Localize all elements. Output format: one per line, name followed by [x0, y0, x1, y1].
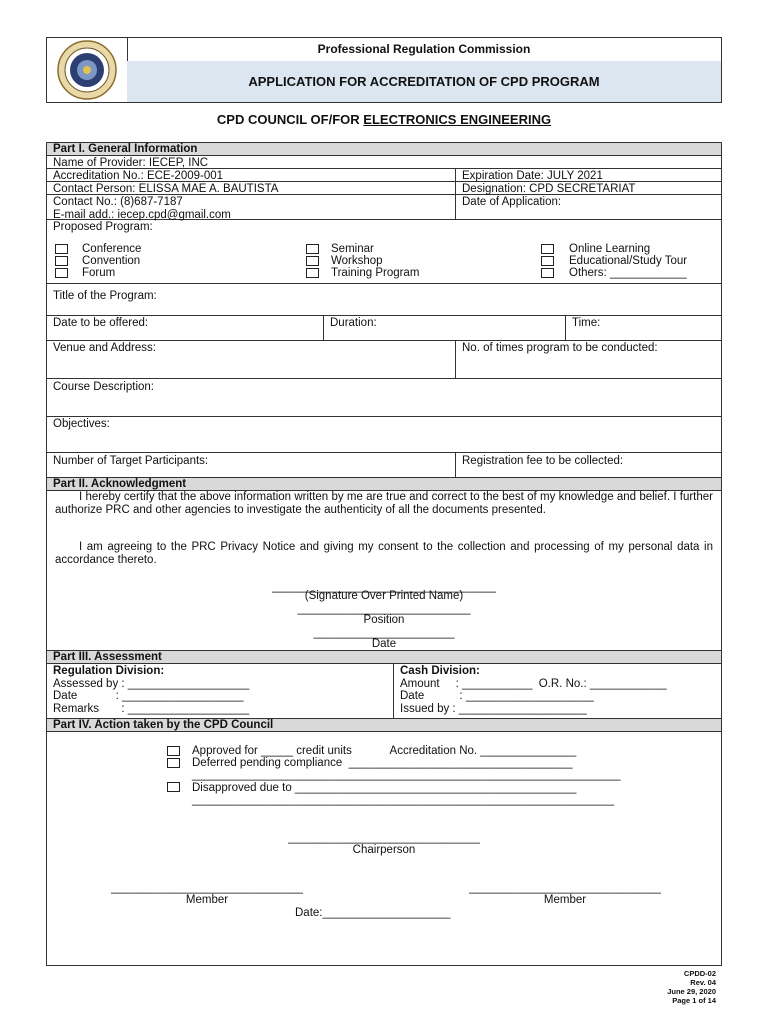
- certification-paragraph: I hereby certify that the above information written by me are true and correct to the best of my knowledge and belief. I further authorize PRC and other agencies to investigate the authenticity of all the documents presented.: [55, 491, 713, 516]
- form-code: CPDD-02: [683, 969, 716, 978]
- council-action-block: [47, 732, 721, 965]
- option-study-tour: Educational/Study Tour: [569, 255, 688, 267]
- option-workshop: Workshop: [331, 255, 383, 267]
- form-date: June 29, 2020: [667, 987, 716, 996]
- disapproved-line: __________________________________________________________________: [192, 794, 615, 806]
- org-name: Professional Regulation Commission: [127, 38, 721, 62]
- part4-heading: Part IV. Action taken by the CPD Council: [47, 719, 721, 732]
- checkbox-others[interactable]: [541, 268, 554, 278]
- times-conducted-field[interactable]: No. of times program to be conducted:: [455, 341, 721, 378]
- member-line-left: ______________________________: [111, 882, 303, 894]
- amount-field[interactable]: Amount : ___________ O.R. No.: ____________: [400, 677, 667, 690]
- application-form: [46, 142, 722, 966]
- registration-fee-field[interactable]: Registration fee to be collected:: [455, 453, 721, 477]
- accreditation-field[interactable]: Accreditation No.: ECE-2009-001: [53, 170, 224, 182]
- position-line: ___________________________: [297, 603, 471, 615]
- date-line: ______________________: [313, 627, 455, 639]
- provider-field[interactable]: Name of Provider: IECEP, INC: [53, 157, 209, 169]
- remarks-field[interactable]: Remarks : ___________________: [53, 702, 250, 715]
- proposed-program-row: [47, 220, 721, 284]
- course-description-field[interactable]: Course Description:: [53, 381, 154, 393]
- venue-row: [47, 341, 721, 379]
- contact-cell: [47, 195, 455, 219]
- checkbox-seminar[interactable]: [306, 244, 319, 254]
- regulation-title: Regulation Division:: [53, 665, 165, 677]
- signature-line: ___________________________________: [272, 581, 496, 593]
- schedule-row: [47, 316, 721, 341]
- checkbox-forum[interactable]: [55, 268, 68, 278]
- council-heading: [46, 112, 722, 127]
- date-offered-field[interactable]: Date to be offered:: [53, 317, 149, 329]
- signature-label: (Signature Over Printed Name): [304, 590, 464, 602]
- course-row: [47, 379, 721, 417]
- prc-seal-icon: [47, 38, 127, 102]
- logo-cell: [47, 38, 128, 102]
- option-training-program: Training Program: [331, 267, 420, 279]
- option-forum: Forum: [82, 267, 116, 279]
- accreditation-row: [47, 169, 721, 182]
- date-application-field[interactable]: Date of Application:: [455, 195, 721, 219]
- duration-field[interactable]: Duration:: [323, 316, 565, 340]
- council-name: ELECTRONICS ENGINEERING: [363, 112, 552, 127]
- cash-division: [393, 664, 721, 718]
- title-row: [47, 284, 721, 316]
- contact-no-field[interactable]: Contact No.: (8)687-7187: [53, 196, 183, 208]
- checkbox-deferred[interactable]: [167, 758, 180, 768]
- deferred-text: Deferred pending compliance ___________________________________: [192, 757, 573, 769]
- document-header: [46, 37, 722, 103]
- chairperson-line: ______________________________: [288, 832, 480, 844]
- title-program-field[interactable]: Title of the Program:: [53, 290, 157, 302]
- reg-date-field[interactable]: Date : ___________________: [53, 690, 244, 702]
- council-date-field[interactable]: Date:____________________: [295, 907, 451, 919]
- checkbox-workshop[interactable]: [306, 256, 319, 266]
- assessed-by-field[interactable]: Assessed by : ___________________: [53, 677, 250, 690]
- checkbox-training-program[interactable]: [306, 268, 319, 278]
- assessment-row: [47, 664, 721, 719]
- page-number: Page 1 of 14: [672, 996, 716, 1005]
- regulation-division: [47, 664, 393, 718]
- participants-row: [47, 453, 721, 478]
- designation-field[interactable]: Designation: CPD SECRETARIAT: [455, 182, 721, 194]
- position-label: Position: [363, 614, 405, 626]
- expiration-field[interactable]: Expiration Date: JULY 2021: [455, 169, 721, 181]
- option-online-learning: Online Learning: [569, 243, 651, 255]
- issued-by-field[interactable]: Issued by : ____________________: [400, 702, 587, 715]
- form-title: APPLICATION FOR ACCREDITATION OF CPD PROGRAM: [127, 61, 721, 102]
- acknowledgment-block: [47, 491, 721, 651]
- part2-heading: Part II. Acknowledgment: [47, 478, 721, 491]
- disapproved-text: Disapproved due to ____________________________________________: [192, 782, 577, 794]
- form-revision: Rev. 04: [690, 978, 716, 987]
- checkbox-convention[interactable]: [55, 256, 68, 266]
- part3-heading: Part III. Assessment: [47, 651, 721, 664]
- cash-date-field[interactable]: Date : ____________________: [400, 690, 594, 702]
- member-label-right: Member: [543, 894, 587, 906]
- option-others: Others: ____________: [569, 267, 687, 279]
- date-label: Date: [371, 638, 397, 650]
- proposed-program-label: Proposed Program:: [53, 221, 153, 233]
- cash-title: Cash Division:: [400, 665, 480, 677]
- member-label-left: Member: [185, 894, 229, 906]
- contact-person-row: [47, 182, 721, 195]
- checkbox-study-tour[interactable]: [541, 256, 554, 266]
- council-prefix: CPD COUNCIL OF/FOR: [216, 112, 364, 127]
- venue-field[interactable]: Venue and Address:: [53, 342, 156, 354]
- checkbox-disapproved[interactable]: [167, 782, 180, 792]
- checkbox-online-learning[interactable]: [541, 244, 554, 254]
- objectives-field[interactable]: Objectives:: [53, 418, 110, 430]
- option-convention: Convention: [82, 255, 141, 267]
- privacy-paragraph: I am agreeing to the PRC Privacy Notice and giving my consent to the collection and processing of my personal data in accordance thereto.: [55, 541, 713, 566]
- option-seminar: Seminar: [331, 243, 374, 255]
- approved-text: Approved for _____ credit units Accreditation No. _______________: [192, 745, 577, 757]
- part1-heading: Part I. General Information: [47, 143, 721, 156]
- checkbox-conference[interactable]: [55, 244, 68, 254]
- deferred-line: ___________________________________________________________________: [192, 769, 621, 781]
- contact-row: [47, 195, 721, 220]
- target-participants-field[interactable]: Number of Target Participants:: [53, 455, 209, 467]
- member-line-right: ______________________________: [469, 882, 661, 894]
- provider-row: [47, 156, 721, 169]
- checkbox-approved[interactable]: [167, 746, 180, 756]
- option-conference: Conference: [82, 243, 142, 255]
- email-field[interactable]: E-mail add.: iecep.cpd@gmail.com: [53, 208, 231, 221]
- time-field[interactable]: Time:: [565, 316, 721, 340]
- contact-person-field[interactable]: Contact Person: ELISSA MAE A. BAUTISTA: [53, 183, 279, 195]
- objectives-row: [47, 417, 721, 453]
- chairperson-label: Chairperson: [352, 844, 416, 856]
